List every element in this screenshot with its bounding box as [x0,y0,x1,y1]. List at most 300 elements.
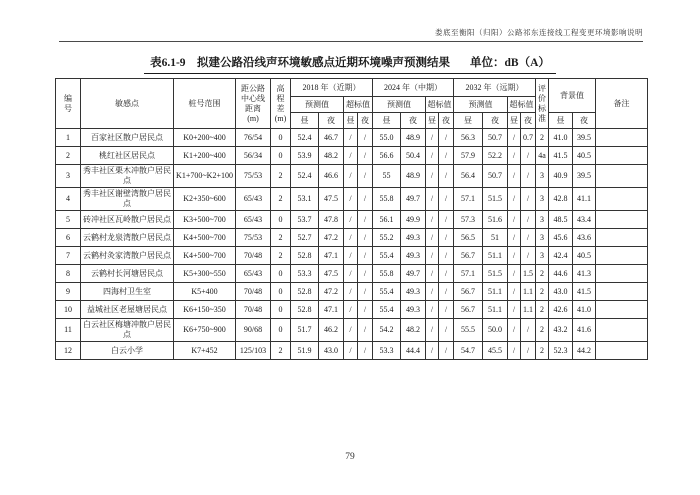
2018-pred-night: 47.5 [319,188,344,211]
subheader-exceed-2024: 超标值 [426,97,454,113]
subheader-exceed-2018: 超标值 [344,97,373,113]
background-day: 52.3 [549,342,573,360]
2018-exceed-night: / [358,283,373,301]
2018-exceed-night: / [358,342,373,360]
2018-exceed-day: / [344,129,358,147]
stake-range: K6+150~350 [174,301,236,319]
2024-exceed-day: / [426,342,439,360]
subheader-day: 昼 [508,113,521,129]
stake-range: K6+750~900 [174,319,236,342]
centerline-distance: 56/34 [236,147,271,165]
2032-exceed-day: / [508,265,521,283]
serial-no: 10 [56,301,81,319]
2024-exceed-night: / [439,229,454,247]
background-night: 41.3 [573,265,596,283]
subheader-bg-day: 昼 [549,113,573,129]
elevation-diff: 2 [271,165,291,188]
subheader-night: 夜 [358,113,373,129]
table-unit-label: 单位：dB（A） [470,57,550,69]
background-day: 42.6 [549,301,573,319]
eval-standard: 2 [536,129,549,147]
2024-pred-day: 55.4 [373,301,401,319]
2018-pred-night: 43.0 [319,342,344,360]
2032-exceed-day: / [508,283,521,301]
stake-range: K1+700~K2+100 [174,165,236,188]
2032-pred-night: 51.6 [483,211,508,229]
2018-pred-day: 52.4 [291,165,319,188]
stake-range: K1+200~400 [174,147,236,165]
2018-pred-night: 46.6 [319,165,344,188]
table-row [56,342,648,360]
subheader-night: 夜 [521,113,536,129]
sensitive-point: 云鹤村长河塘居民点 [81,265,174,283]
serial-no: 6 [56,229,81,247]
sensitive-point: 秀丰社区栗木冲散户居民点 [81,165,174,188]
background-night: 40.5 [573,147,596,165]
background-night: 41.5 [573,283,596,301]
serial-no: 3 [56,165,81,188]
centerline-distance: 75/53 [236,229,271,247]
2032-exceed-night: / [521,229,536,247]
2018-exceed-night: / [358,301,373,319]
elevation-diff: 2 [271,229,291,247]
background-night: 43.4 [573,211,596,229]
stake-range: K5+400 [174,283,236,301]
2018-exceed-night: / [358,319,373,342]
2024-exceed-day: / [426,165,439,188]
centerline-distance: 125/103 [236,342,271,360]
eval-standard: 2 [536,301,549,319]
2018-pred-night: 48.2 [319,147,344,165]
2024-pred-day: 56.1 [373,211,401,229]
table-row [56,283,648,301]
eval-standard: 3 [536,247,549,265]
2032-exceed-night: 1.5 [521,265,536,283]
noise-prediction-table [55,78,648,360]
table-row [56,211,648,229]
2032-exceed-night: / [521,165,536,188]
remark [596,129,648,147]
2018-exceed-day: / [344,301,358,319]
table-row [56,129,648,147]
background-night: 44.2 [573,342,596,360]
2018-pred-day: 53.7 [291,211,319,229]
table-row [56,165,648,188]
subheader-day: 昼 [373,113,401,129]
background-day: 41.0 [549,129,573,147]
2032-pred-day: 57.1 [454,265,483,283]
2032-exceed-night: / [521,211,536,229]
2018-pred-day: 53.1 [291,188,319,211]
sensitive-point: 白云小学 [81,342,174,360]
eval-standard: 4a [536,147,549,165]
2032-exceed-night: 0.7 [521,129,536,147]
2024-exceed-day: / [426,188,439,211]
2032-pred-day: 55.5 [454,319,483,342]
2032-pred-day: 56.7 [454,247,483,265]
2032-exceed-night: / [521,342,536,360]
centerline-distance: 90/68 [236,319,271,342]
eval-standard: 3 [536,211,549,229]
2024-exceed-night: / [439,319,454,342]
2032-pred-night: 45.5 [483,342,508,360]
2024-pred-day: 53.3 [373,342,401,360]
col-header-serial-no: 编号 [56,79,81,129]
2024-pred-day: 55.4 [373,247,401,265]
subheader-night: 夜 [401,113,426,129]
background-day: 42.4 [549,247,573,265]
col-header-background: 背景值 [549,79,596,113]
background-night: 39.5 [573,165,596,188]
background-day: 43.0 [549,283,573,301]
col-header-year-2024: 2024 年（中期） [373,79,454,97]
background-day: 44.6 [549,265,573,283]
2032-exceed-day: / [508,229,521,247]
2018-exceed-night: / [358,129,373,147]
2032-exceed-day: / [508,188,521,211]
2032-exceed-night: / [521,188,536,211]
elevation-diff: 2 [271,342,291,360]
background-night: 41.0 [573,301,596,319]
stake-range: K4+500~700 [174,229,236,247]
2018-pred-day: 52.8 [291,301,319,319]
sensitive-point: 砖冲社区瓦岭散户居民点 [81,211,174,229]
2018-exceed-night: / [358,229,373,247]
2018-pred-night: 47.2 [319,283,344,301]
2024-exceed-night: / [439,147,454,165]
serial-no: 11 [56,319,81,342]
background-night: 43.6 [573,229,596,247]
remark [596,301,648,319]
header-rule [59,41,643,42]
2018-pred-day: 51.7 [291,319,319,342]
elevation-diff: 0 [271,129,291,147]
2032-exceed-day: / [508,301,521,319]
2018-pred-day: 52.7 [291,229,319,247]
background-day: 42.8 [549,188,573,211]
subheader-day: 昼 [291,113,319,129]
2024-pred-night: 48.2 [401,319,426,342]
subheader-night: 夜 [483,113,508,129]
table-row [56,265,648,283]
2024-exceed-day: / [426,229,439,247]
subheader-pred-2018: 预测值 [291,97,344,113]
centerline-distance: 65/43 [236,211,271,229]
2032-exceed-day: / [508,165,521,188]
background-day: 45.6 [549,229,573,247]
serial-no: 5 [56,211,81,229]
2018-pred-day: 53.9 [291,147,319,165]
2024-exceed-day: / [426,147,439,165]
2032-pred-day: 56.7 [454,301,483,319]
2032-pred-night: 51.1 [483,283,508,301]
2018-exceed-day: / [344,229,358,247]
2018-pred-day: 51.9 [291,342,319,360]
2024-exceed-night: / [439,265,454,283]
centerline-distance: 70/48 [236,283,271,301]
table-row [56,319,648,342]
2024-pred-night: 48.9 [401,165,426,188]
2024-pred-day: 54.2 [373,319,401,342]
serial-no: 4 [56,188,81,211]
2024-pred-day: 56.6 [373,147,401,165]
2024-pred-day: 55.0 [373,129,401,147]
col-header-remark: 备注 [596,79,648,129]
2024-exceed-day: / [426,301,439,319]
remark [596,319,648,342]
2024-exceed-night: / [439,188,454,211]
2018-pred-night: 47.2 [319,229,344,247]
subheader-exceed-2032: 超标值 [508,97,536,113]
eval-standard: 2 [536,265,549,283]
2018-exceed-night: / [358,188,373,211]
document-header: 娄底至衡阳（归阳）公路祁东连接线工程变更环境影响说明 [435,28,643,37]
2032-pred-day: 57.3 [454,211,483,229]
2024-exceed-day: / [426,265,439,283]
table-row [56,229,648,247]
2032-pred-day: 56.3 [454,129,483,147]
2032-pred-day: 56.5 [454,229,483,247]
2018-exceed-day: / [344,342,358,360]
centerline-distance: 65/43 [236,188,271,211]
2024-pred-night: 49.3 [401,283,426,301]
serial-no: 7 [56,247,81,265]
sensitive-point: 云鹤村龙泉湾散户居民点 [81,229,174,247]
elevation-diff: 0 [271,319,291,342]
2032-exceed-day: / [508,342,521,360]
2024-pred-day: 55.2 [373,229,401,247]
elevation-diff: 0 [271,283,291,301]
2032-exceed-night: / [521,319,536,342]
col-header-sensitive-point: 敏感点 [81,79,174,129]
2024-pred-night: 49.3 [401,301,426,319]
2032-pred-night: 51.5 [483,265,508,283]
subheader-day: 昼 [426,113,439,129]
serial-no: 12 [56,342,81,360]
elevation-diff: 0 [271,211,291,229]
serial-no: 2 [56,147,81,165]
col-header-year-2032: 2032 年（远期） [454,79,536,97]
elevation-diff: 0 [271,301,291,319]
2024-exceed-day: / [426,247,439,265]
2024-pred-day: 55.4 [373,283,401,301]
2024-pred-day: 55.8 [373,265,401,283]
2018-pred-night: 47.5 [319,265,344,283]
2024-exceed-day: / [426,211,439,229]
remark [596,283,648,301]
elevation-diff: 0 [271,147,291,165]
2024-exceed-day: / [426,129,439,147]
col-header-elevation-diff: 高程差 (m) [271,79,291,129]
subheader-night: 夜 [319,113,344,129]
2032-exceed-day: / [508,211,521,229]
2032-pred-night: 50.0 [483,319,508,342]
2032-exceed-day: / [508,147,521,165]
2024-exceed-night: / [439,247,454,265]
subheader-day: 昼 [454,113,483,129]
2018-exceed-day: / [344,247,358,265]
2032-pred-day: 54.7 [454,342,483,360]
2024-pred-night: 49.7 [401,188,426,211]
stake-range: K0+200~400 [174,129,236,147]
2024-exceed-day: / [426,283,439,301]
2032-pred-night: 51.5 [483,188,508,211]
2018-pred-day: 52.8 [291,283,319,301]
2024-pred-night: 49.7 [401,265,426,283]
centerline-distance: 65/43 [236,265,271,283]
sensitive-point: 益城社区老屋塘居民点 [81,301,174,319]
2032-pred-night: 51.1 [483,247,508,265]
col-header-year-2018: 2018 年（近期） [291,79,373,97]
2032-pred-day: 57.9 [454,147,483,165]
2024-pred-night: 49.3 [401,229,426,247]
elevation-diff: 0 [271,265,291,283]
stake-range: K4+500~700 [174,247,236,265]
2018-exceed-day: / [344,319,358,342]
2032-exceed-night: 1.1 [521,283,536,301]
col-header-eval-standard: 评价标准 [536,79,549,129]
centerline-distance: 70/48 [236,301,271,319]
2018-exceed-night: / [358,165,373,188]
2024-pred-night: 50.4 [401,147,426,165]
remark [596,211,648,229]
background-day: 48.5 [549,211,573,229]
eval-standard: 3 [536,229,549,247]
serial-no: 8 [56,265,81,283]
stake-range: K3+500~700 [174,211,236,229]
subheader-pred-2024: 预测值 [373,97,426,113]
sensitive-point: 白云社区梅塘冲散户居民点 [81,319,174,342]
2024-pred-day: 55.8 [373,188,401,211]
col-header-centerline-distance: 距公路中心线距离 (m) [236,79,271,129]
remark [596,147,648,165]
background-day: 43.2 [549,319,573,342]
2024-exceed-night: / [439,165,454,188]
sensitive-point: 秀丰社区谢壁湾散户居民点 [81,188,174,211]
2018-pred-night: 46.7 [319,129,344,147]
page-number: 79 [345,452,355,462]
2024-exceed-day: / [426,319,439,342]
stake-range: K7+452 [174,342,236,360]
2032-exceed-night: / [521,147,536,165]
table-row [56,301,648,319]
2024-exceed-night: / [439,342,454,360]
2018-pred-day: 52.8 [291,247,319,265]
eval-standard: 3 [536,165,549,188]
elevation-diff: 2 [271,247,291,265]
2032-pred-day: 57.1 [454,188,483,211]
table-title-text: 表6.1-9 拟建公路沿线声环境敏感点近期环境噪声预测结果 [150,57,451,69]
remark [596,188,648,211]
2032-exceed-night: 1.1 [521,301,536,319]
subheader-night: 夜 [439,113,454,129]
2018-exceed-night: / [358,265,373,283]
serial-no: 9 [56,283,81,301]
background-night: 41.1 [573,188,596,211]
remark [596,247,648,265]
2024-pred-day: 55 [373,165,401,188]
background-night: 41.6 [573,319,596,342]
stake-range: K5+300~550 [174,265,236,283]
remark [596,229,648,247]
centerline-distance: 70/48 [236,247,271,265]
2032-exceed-night: / [521,247,536,265]
background-day: 41.5 [549,147,573,165]
2032-exceed-day: / [508,247,521,265]
2032-pred-day: 56.7 [454,283,483,301]
remark [596,265,648,283]
table-row [56,188,648,211]
2018-exceed-day: / [344,165,358,188]
elevation-diff: 2 [271,188,291,211]
2018-pred-day: 53.3 [291,265,319,283]
2032-pred-night: 52.2 [483,147,508,165]
2032-exceed-day: / [508,129,521,147]
2018-exceed-day: / [344,265,358,283]
remark [596,342,648,360]
2018-exceed-night: / [358,211,373,229]
2024-pred-night: 48.9 [401,129,426,147]
2018-exceed-day: / [344,188,358,211]
sensitive-point: 四海村卫生室 [81,283,174,301]
2032-pred-night: 51 [483,229,508,247]
2018-pred-day: 52.4 [291,129,319,147]
background-night: 39.5 [573,129,596,147]
eval-standard: 2 [536,342,549,360]
col-header-stake-range: 桩号范围 [174,79,236,129]
2024-pred-night: 49.9 [401,211,426,229]
2018-exceed-night: / [358,147,373,165]
2018-pred-night: 46.2 [319,319,344,342]
table-row [56,147,648,165]
2018-pred-night: 47.8 [319,211,344,229]
subheader-day: 昼 [344,113,358,129]
sensitive-point: 云鹤村灸家湾散户居民点 [81,247,174,265]
2024-exceed-night: / [439,283,454,301]
background-night: 40.5 [573,247,596,265]
2024-exceed-night: / [439,129,454,147]
eval-standard: 3 [536,188,549,211]
serial-no: 1 [56,129,81,147]
sensitive-point: 百家社区散户居民点 [81,129,174,147]
centerline-distance: 75/53 [236,165,271,188]
2032-pred-day: 56.4 [454,165,483,188]
subheader-bg-night: 夜 [573,113,596,129]
2018-pred-night: 47.1 [319,301,344,319]
2018-exceed-day: / [344,211,358,229]
2024-exceed-night: / [439,211,454,229]
2024-pred-night: 49.3 [401,247,426,265]
2018-exceed-day: / [344,283,358,301]
2032-pred-night: 50.7 [483,165,508,188]
table-row [56,247,648,265]
sensitive-point: 桃红社区居民点 [81,147,174,165]
eval-standard: 2 [536,283,549,301]
2032-pred-night: 50.7 [483,129,508,147]
2018-exceed-day: / [344,147,358,165]
centerline-distance: 76/54 [236,129,271,147]
2032-exceed-day: / [508,319,521,342]
subheader-pred-2032: 预测值 [454,97,508,113]
2024-exceed-night: / [439,301,454,319]
eval-standard: 2 [536,319,549,342]
2024-pred-night: 44.4 [401,342,426,360]
stake-range: K2+350~600 [174,188,236,211]
2018-pred-night: 47.1 [319,247,344,265]
2032-pred-night: 51.1 [483,301,508,319]
table-title [0,53,700,74]
background-day: 40.9 [549,165,573,188]
